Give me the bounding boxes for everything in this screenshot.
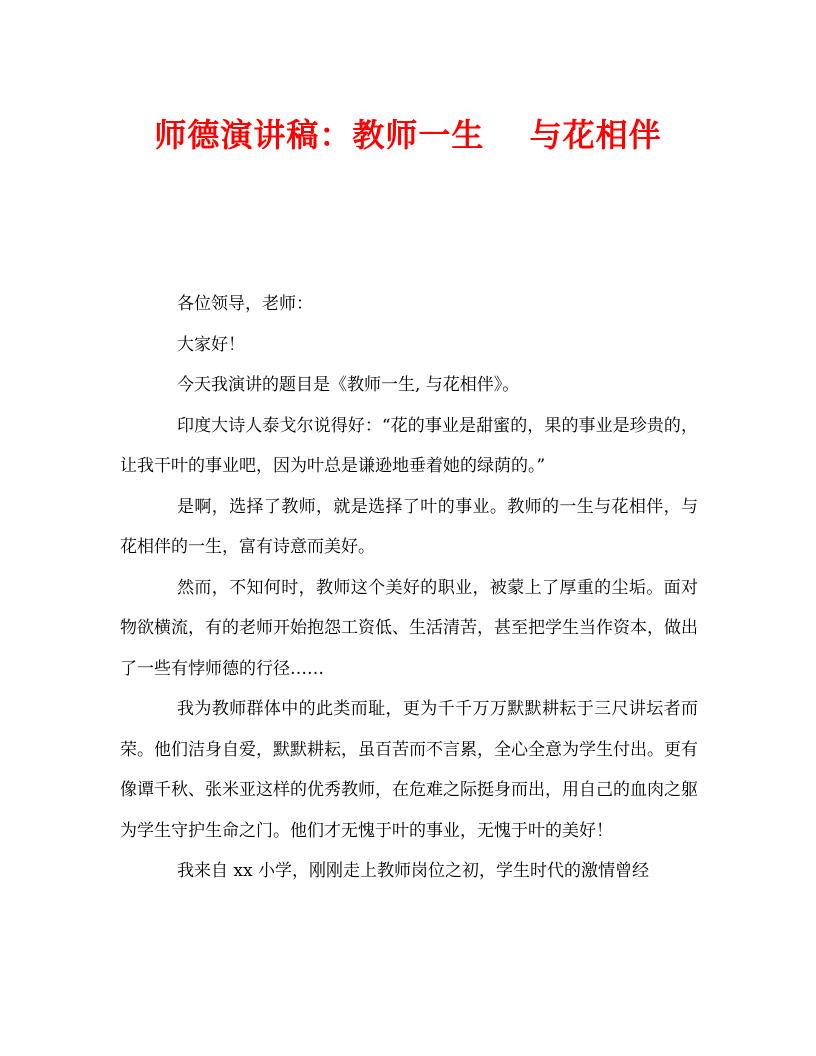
paragraph-topic: 今天我演讲的题目是《教师一生, 与花相伴》。 — [177, 375, 520, 395]
paragraph-origin: 我来自 xx 小学，刚刚走上教师岗位之初，学生时代的激情曾经 — [177, 861, 649, 881]
document-title: 师德演讲稿：教师一生 与花相伴 — [154, 116, 662, 154]
paragraph-salutation: 各位领导，老师： — [177, 294, 313, 314]
paragraph-tagore-quote: 印度大诗人泰戈尔说得好：“花的事业是甜蜜的，果的事业是珍贵的，让我干叶的事业吧，因为叶总是谦逊地垂着她的绿荫的。” — [120, 415, 698, 476]
paragraph-however: 然而，不知何时，教师这个美好的职业，被蒙上了厚重的尘垢。面对物欲横流，有的老师开始抱怨工资低、生活清苦，甚至把学生当作资本，做出了一些有悖师德的行径…… — [120, 577, 698, 679]
paragraph-greeting: 大家好！ — [177, 334, 245, 355]
paragraph-choice: 是啊，选择了教师，就是选择了叶的事业。教师的一生与花相伴，与花相伴的一生，富有诗意而美好。 — [120, 496, 698, 557]
document-body — [120, 284, 698, 892]
paragraph-pride: 我为教师群体中的此类而耻，更为千千万万默默耕耘于三尺讲坛者而荣。他们洁身自爱，默默耕耘，虽百苦而不言累，全心全意为学生付出。更有像谭千秋、张米亚这样的优秀教师，在危难之际挺身而出，用自己的血肉之躯为学生守护生命之门。他们才无愧于叶的事业，无愧于叶的美好！ — [120, 699, 698, 841]
